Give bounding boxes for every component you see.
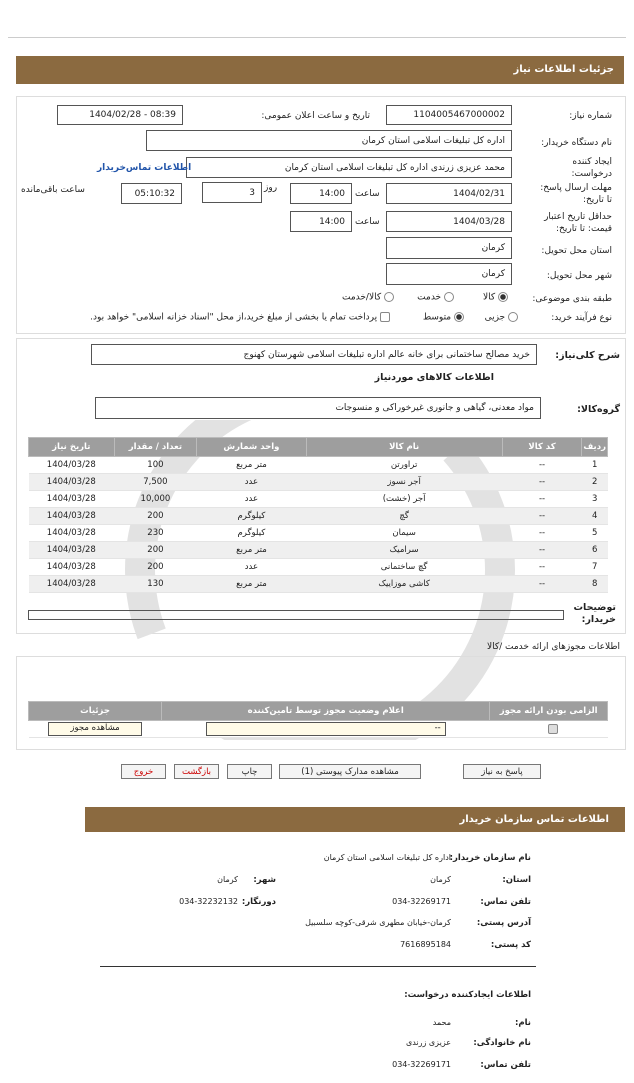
- summary-label: شرح کلی‌نیاز:: [555, 350, 620, 361]
- need-number-field: 1104005467000002: [386, 105, 512, 125]
- need-number-label: شماره نیاز:: [569, 111, 612, 121]
- item-name: آجر (خشت): [306, 491, 502, 508]
- page-title: جزئیات اطلاعات نیاز: [513, 64, 614, 75]
- contact-province-value: کرمان: [430, 875, 451, 884]
- payment-note-text: پرداخت تمام یا بخشی از مبلغ خرید،از محل "اسناد خزانه اسلامی" خواهد بود.: [90, 312, 378, 323]
- remaining-label: ساعت باقی‌مانده: [21, 185, 85, 195]
- item-code: --: [502, 457, 582, 474]
- item-name: آجر نسوز: [306, 474, 502, 491]
- item-qty: 130: [114, 576, 197, 593]
- item-date: 1404/03/28: [29, 457, 115, 474]
- goods-section-title: اطلاعات کالاهای موردنیاز: [374, 372, 494, 383]
- table-row: [29, 559, 608, 576]
- item-date: 1404/03/28: [29, 559, 115, 576]
- table-row: [29, 542, 608, 559]
- province-label: استان محل تحویل:: [541, 246, 612, 256]
- cat-both-text: کالا/خدمت: [341, 292, 382, 303]
- item-code: --: [502, 576, 582, 593]
- payment-option[interactable]: [90, 312, 390, 323]
- item-name: سیمان: [306, 525, 502, 542]
- table-row: [29, 474, 608, 491]
- creator-name-label: نام:: [514, 1018, 531, 1028]
- table-row: [29, 576, 608, 593]
- item-unit: کیلوگرم: [197, 525, 306, 542]
- item-unit: عدد: [197, 491, 306, 508]
- item-qty: 200: [114, 559, 197, 576]
- item-qty: 200: [114, 508, 197, 525]
- goods-table: [28, 437, 608, 593]
- permits-table: [28, 701, 608, 738]
- category-both-option[interactable]: [342, 292, 394, 303]
- buyer-org-label: نام دستگاه خریدار:: [541, 138, 612, 148]
- item-code: --: [502, 559, 582, 576]
- permit-col-details: جزئیات: [29, 702, 162, 721]
- reply-button[interactable]: پاسخ به نیاز: [463, 764, 541, 779]
- col-qty: تعداد / مقدار: [114, 438, 197, 457]
- item-code: --: [502, 474, 582, 491]
- creator-name-value: محمد: [432, 1018, 451, 1027]
- validity-label: حداقل تاریخ اعتبار قیمت: تا تاریخ:: [544, 212, 612, 234]
- view-docs-button[interactable]: مشاهده مدارک پیوستی (1): [279, 764, 421, 779]
- col-code: کد کالا: [502, 438, 582, 457]
- group-field: مواد معدنی، گیاهی و جانوری غیرخوراکی و منسوجات: [95, 397, 541, 419]
- creator-family-label: نام خانوادگی:: [473, 1038, 531, 1048]
- group-label: گروه‌کالا:: [577, 404, 620, 415]
- contact-link[interactable]: اطلاعات تماس‌خریدار: [97, 163, 192, 173]
- permit-col-status: اعلام وضعیت مجوز توسط تامین‌کننده: [162, 702, 490, 721]
- summary-field: خرید مصالح ساختمانی برای خانه عالم اداره تبلیغات اسلامی شهرستان کهنوج: [91, 344, 537, 365]
- back-button[interactable]: بازگشت: [174, 764, 219, 779]
- payment-checkbox[interactable]: [380, 312, 390, 322]
- item-name: گچ ساختمانی: [306, 559, 502, 576]
- buyer-notes-label: توضیحات خریدار:: [573, 602, 616, 625]
- purchase-partial-text: جزیی: [484, 312, 506, 323]
- item-qty: 230: [114, 525, 197, 542]
- table-row: [29, 457, 608, 474]
- purchase-type-label: نوع فرآیند خرید:: [551, 313, 612, 323]
- item-qty: 200: [114, 542, 197, 559]
- validity-time-field: 14:00: [290, 211, 352, 232]
- deadline-date-field: 1404/02/31: [386, 183, 512, 204]
- deadline-hour-label: ساعت: [355, 189, 380, 199]
- item-name: کاشی موزاییک: [306, 576, 502, 593]
- remaining-time-field: 05:10:32: [121, 183, 182, 204]
- item-unit: عدد: [197, 474, 306, 491]
- buyer-org-field: اداره کل تبلیغات اسلامی استان کرمان: [146, 130, 512, 151]
- contact-province-label: استان:: [502, 875, 531, 885]
- purchase-medium-option[interactable]: [423, 312, 464, 323]
- item-unit: متر مربع: [197, 576, 306, 593]
- category-label: طبقه بندی موضوعی:: [532, 294, 612, 304]
- validity-date-field: 1404/03/28: [386, 211, 512, 232]
- row-number: 8: [582, 576, 608, 593]
- radio-goods[interactable]: [498, 292, 508, 302]
- item-qty: 7,500: [114, 474, 197, 491]
- days-field: 3: [202, 182, 262, 203]
- goods-table-header: [29, 438, 608, 457]
- contact-phone-label: تلفن تماس:: [480, 897, 531, 907]
- contact-address-value: کرمان-خیابان مطهری شرقی-کوچه سلسبیل: [305, 918, 451, 927]
- contact-city-label: شهر:: [253, 875, 276, 885]
- item-date: 1404/03/28: [29, 491, 115, 508]
- contact-city-value: کرمان: [217, 875, 238, 884]
- deadline-time-field: 14:00: [290, 183, 352, 204]
- cat-service-text: خدمت: [417, 292, 442, 303]
- exit-button[interactable]: خروج: [121, 764, 166, 779]
- creator-phone-label: تلفن تماس:: [480, 1060, 531, 1070]
- permit-required-checkbox[interactable]: [548, 724, 558, 734]
- item-qty: 100: [114, 457, 197, 474]
- item-unit: عدد: [197, 559, 306, 576]
- radio-service[interactable]: [444, 292, 454, 302]
- contact-org-label: نام سازمان خریدار:: [449, 853, 531, 863]
- item-code: --: [502, 508, 582, 525]
- row-number: 5: [582, 525, 608, 542]
- validity-hour-label: ساعت: [355, 217, 380, 227]
- contact-org-value: اداره کل تبلیغات اسلامی استان کرمان: [323, 853, 451, 862]
- table-row: [29, 525, 608, 542]
- item-unit: کیلوگرم: [197, 508, 306, 525]
- contact-header: [85, 807, 625, 832]
- print-button[interactable]: چاپ: [227, 764, 272, 779]
- cat-goods-text: کالا: [482, 292, 496, 303]
- radio-both[interactable]: [384, 292, 394, 302]
- creator-field: محمد عزیزی زرندی اداره کل تبلیغات اسلامی استان کرمان: [186, 157, 512, 178]
- contact-divider: [100, 966, 536, 967]
- item-name: سرامیک: [306, 542, 502, 559]
- purchase-partial-option[interactable]: [485, 312, 518, 323]
- permits-title: اطلاعات مجوزهای ارائه خدمت /کالا: [486, 642, 620, 652]
- row-number: 4: [582, 508, 608, 525]
- contact-phone-value: 034-32269171: [392, 897, 451, 906]
- creator-phone-value: 034-32269171: [392, 1060, 451, 1069]
- contact-fax-value: 034-32232132: [179, 897, 238, 906]
- item-code: --: [502, 491, 582, 508]
- buyer-notes-field: [28, 610, 564, 620]
- page-header: [16, 56, 624, 84]
- row-number: 7: [582, 559, 608, 576]
- item-date: 1404/03/28: [29, 525, 115, 542]
- radio-medium[interactable]: [454, 312, 464, 322]
- view-permit-button[interactable]: مشاهده مجوز: [48, 722, 142, 736]
- item-code: --: [502, 542, 582, 559]
- permit-row: [29, 721, 608, 738]
- row-number: 3: [582, 491, 608, 508]
- top-divider: [8, 37, 626, 38]
- city-field: کرمان: [386, 263, 512, 285]
- contact-postal-value: 7616895184: [400, 940, 451, 949]
- col-unit: واحد شمارش: [197, 438, 306, 457]
- province-field: کرمان: [386, 237, 512, 259]
- row-number: 6: [582, 542, 608, 559]
- creator-label: ایجاد کننده درخواست:: [571, 157, 612, 179]
- item-name: گچ: [306, 508, 502, 525]
- contact-title: اطلاعات تماس سازمان خریدار: [459, 814, 609, 825]
- permit-col-required: الزامی بودن ارائه مجوز: [490, 702, 608, 721]
- announce-field: 1404/02/28 - 08:39: [57, 105, 183, 125]
- item-code: --: [502, 525, 582, 542]
- item-date: 1404/03/28: [29, 542, 115, 559]
- item-date: 1404/03/28: [29, 474, 115, 491]
- city-label: شهر محل تحویل:: [546, 271, 612, 281]
- table-row: [29, 508, 608, 525]
- category-service-option[interactable]: [417, 292, 454, 303]
- category-goods-option[interactable]: [483, 292, 508, 303]
- creator-family-value: عزیزی زرندی: [405, 1038, 451, 1047]
- deadline-label: مهلت ارسال پاسخ: تا تاریخ:: [540, 183, 612, 205]
- contact-postal-label: کد پستی:: [490, 940, 531, 950]
- item-qty: 10,000: [114, 491, 197, 508]
- row-number: 1: [582, 457, 608, 474]
- col-name: نام کالا: [306, 438, 502, 457]
- announce-label: تاریخ و ساعت اعلان عمومی:: [261, 111, 370, 121]
- contact-fax-label: دورنگار:: [241, 897, 276, 907]
- table-row: [29, 491, 608, 508]
- item-date: 1404/03/28: [29, 576, 115, 593]
- col-row: ردیف: [582, 438, 608, 457]
- permit-status-field[interactable]: --: [206, 722, 446, 736]
- purchase-medium-text: متوسط: [422, 312, 452, 323]
- item-date: 1404/03/28: [29, 508, 115, 525]
- contact-address-label: آدرس پستی:: [476, 918, 531, 928]
- item-unit: متر مربع: [197, 457, 306, 474]
- day-label: روز: [264, 183, 278, 193]
- item-name: تراورتن: [306, 457, 502, 474]
- radio-partial[interactable]: [508, 312, 518, 322]
- row-number: 2: [582, 474, 608, 491]
- col-date: تاریخ نیاز: [29, 438, 115, 457]
- creator-info-title: اطلاعات ایجادکننده درخواست:: [404, 990, 531, 1000]
- item-unit: متر مربع: [197, 542, 306, 559]
